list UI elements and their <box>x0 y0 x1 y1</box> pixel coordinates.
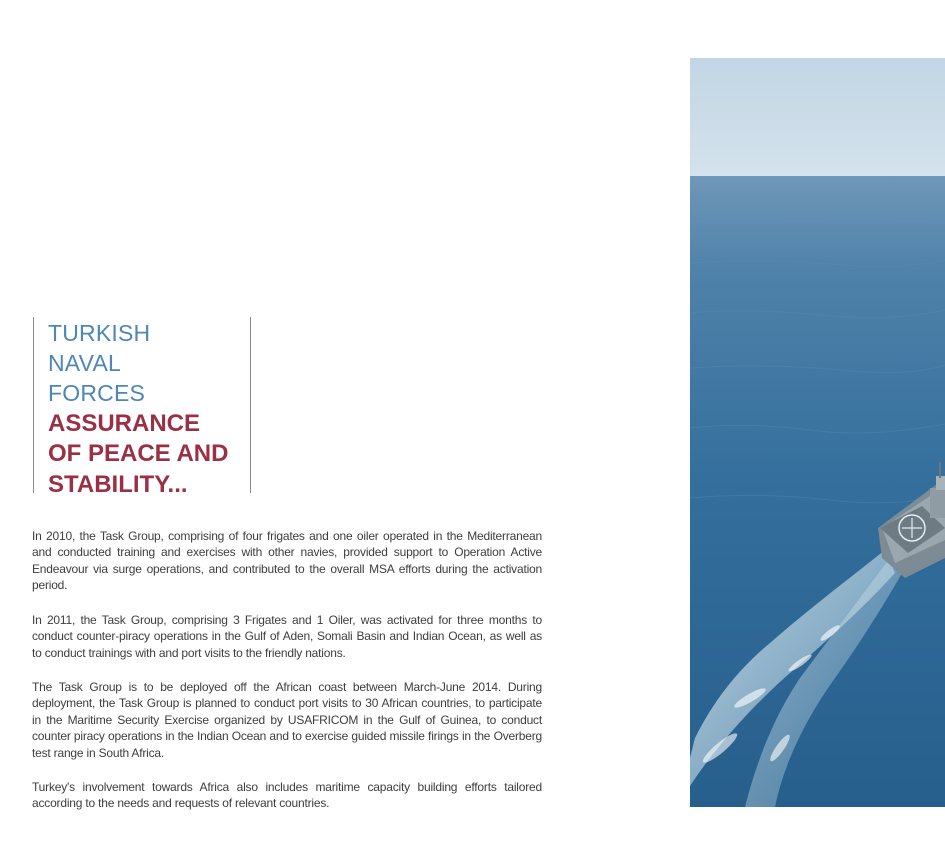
warship-photo <box>690 58 945 807</box>
heading-bold-peace: OF PEACE AND <box>48 440 229 467</box>
paragraph-2010: In 2010, the Task Group, comprising of four frigates and one oiler operated in the Mediterranean and conducted training and exercises with other navies, provided support to Operation Active Endeavour via surge operations, and contributed to the overall MSA efforts during the activation period. <box>32 529 542 593</box>
paragraph-2014: The Task Group is to be deployed off the African coast between March-June 2014. During deployment, the Task Group is planned to conduct port visits to 30 African countries, to participate in the Maritime Security Exercise organized by USAFRICOM in the Gulf of Guinea, to conduct counter piracy operations in the Indian Ocean and to exercise guided missile firings in the Overberg test range in South Africa. <box>32 680 542 760</box>
heading-block <box>33 317 251 498</box>
heading-line-forces: FORCES <box>48 380 146 406</box>
sky <box>690 58 945 178</box>
heading-line-naval: NAVAL <box>48 350 122 376</box>
paragraph-2011: In 2011, the Task Group, comprising 3 Frigates and 1 Oiler, was activated for three months to conduct counter-piracy operations in the Gulf of Aden, Somali Basin and Indian Ocean, as well as to conduct trainings with and port visits to the friendly nations. <box>32 613 542 660</box>
heading-bold-assurance: ASSURANCE <box>48 410 201 437</box>
heading-line-turkish: TURKISH <box>48 320 151 346</box>
paragraph-africa: Turkey's involvement towards Africa also includes maritime capacity building efforts tailored according to the needs and requests of relevant countries. <box>32 780 542 811</box>
heading-bold-stability: STABILITY... <box>48 471 188 498</box>
